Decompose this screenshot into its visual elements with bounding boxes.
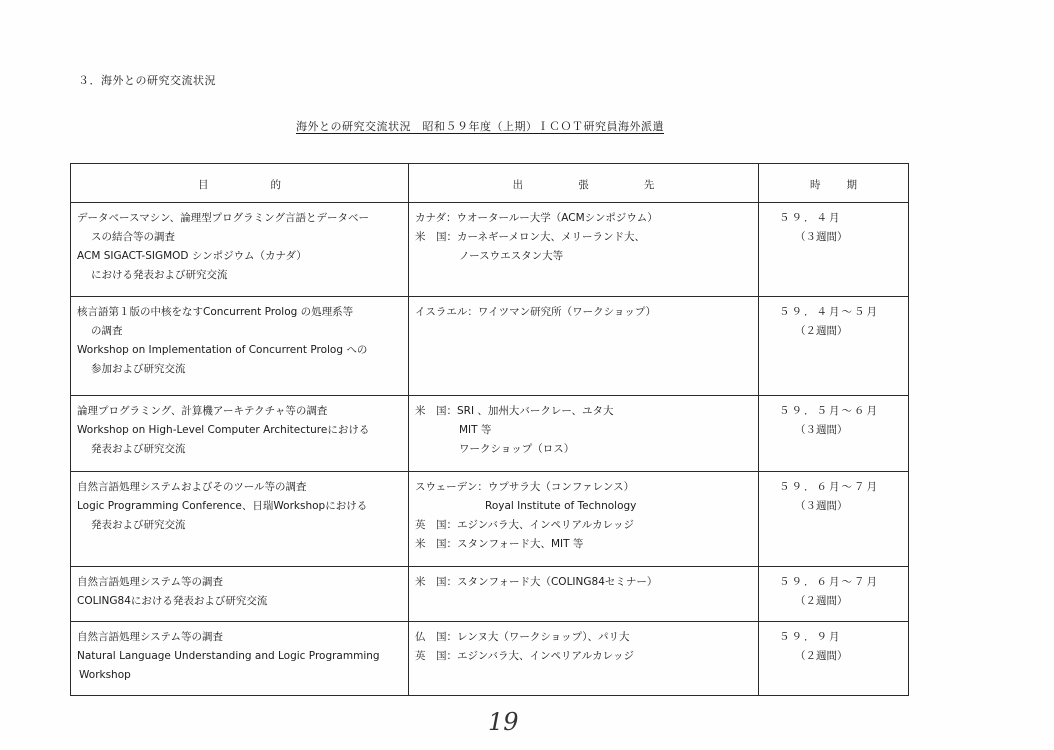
header-purpose-char: 目 xyxy=(198,178,209,191)
purpose-line: Logic Programming Conference、日瑞Workshopにおける xyxy=(77,500,368,512)
destination-line: MIT 等 xyxy=(459,424,492,436)
table-row xyxy=(71,297,909,396)
destination-line: 米 国：SRI 、加州大バークレー、ユタ大 xyxy=(415,405,614,417)
purpose-line: 自然言語処理システムおよびそのツール等の調査 xyxy=(77,481,307,493)
purpose-cell xyxy=(71,622,409,696)
period-date: ５９．６月～７月 xyxy=(779,576,879,588)
header-period-char: 時 xyxy=(810,178,821,191)
header-period xyxy=(759,164,909,203)
destination-line: ノースウエスタン大等 xyxy=(459,250,564,262)
handwritten-page-number: 19 xyxy=(488,708,519,736)
table-header-row xyxy=(71,164,909,203)
period-cell xyxy=(759,472,909,567)
period-date: ５９．４月 xyxy=(779,212,842,224)
period-cell xyxy=(759,203,909,297)
destination-line: Royal Institute of Technology xyxy=(485,500,637,512)
destination-line: 米 国：スタンフォード大（COLING84セミナー） xyxy=(415,576,658,588)
destination-line: 英 国：エジンバラ大、インペリアルカレッジ xyxy=(415,650,634,662)
destination-cell xyxy=(409,472,759,567)
header-purpose-char: 的 xyxy=(270,178,281,191)
purpose-line: 核言語第１版の中核をなすConcurrent Prolog の処理系等 xyxy=(77,306,354,318)
destination-line: 英 国：エジンバラ大、インペリアルカレッジ xyxy=(415,519,634,531)
document-title: 海外との研究交流状況 昭和５９年度（上期）ＩＣＯＴ研究員海外派遣 xyxy=(296,120,664,133)
destination-line: イスラエル：ワイツマン研究所（ワークショップ） xyxy=(415,306,656,318)
purpose-cell xyxy=(71,472,409,567)
period-duration: （２週間） xyxy=(795,595,848,607)
period-duration: （２週間） xyxy=(795,650,848,662)
purpose-line: 発表および研究交流 xyxy=(91,519,186,531)
purpose-line: データベースマシン、論理型プログラミング言語とデータベー xyxy=(77,212,369,224)
header-destination xyxy=(409,164,759,203)
table-row xyxy=(71,622,909,696)
period-duration: （３週間） xyxy=(795,231,848,243)
destination-cell xyxy=(409,567,759,622)
destination-line: 米 国：スタンフォード大、MIT 等 xyxy=(415,538,584,550)
header-period-char: 期 xyxy=(846,178,857,191)
purpose-line: 自然言語処理システム等の調査 xyxy=(77,631,223,643)
destination-cell xyxy=(409,396,759,472)
destination-line: 仏 国：レンヌ大（ワークショップ）、パリ大 xyxy=(415,631,630,643)
period-duration: （３週間） xyxy=(795,424,848,436)
header-destination-char: 出 xyxy=(512,178,524,191)
destination-cell xyxy=(409,622,759,696)
destination-line: 米 国：カーネギーメロン大、メリーランド大、 xyxy=(415,231,645,243)
table-row xyxy=(71,567,909,622)
period-duration: （３週間） xyxy=(795,500,848,512)
destination-line: カナダ：ウオータールー大学（ACMシンポジウム） xyxy=(415,212,658,224)
purpose-cell xyxy=(71,396,409,472)
section-heading: ３．海外との研究交流状況 xyxy=(78,74,216,87)
destination-line: スウェーデン：ウプサラ大（コンファレンス） xyxy=(415,481,635,493)
purpose-line: Workshop on Implementation of Concurrent Prolog への xyxy=(77,344,368,356)
period-cell xyxy=(759,297,909,396)
destination-cell xyxy=(409,297,759,396)
period-date: ５９．６月～７月 xyxy=(779,481,879,493)
purpose-line: COLING84における発表および研究交流 xyxy=(77,595,268,607)
period-date: ５９．５月～６月 xyxy=(779,405,879,417)
purpose-cell xyxy=(71,203,409,297)
purpose-line: Natural Language Understanding and Logic Programming xyxy=(77,650,380,662)
table-row xyxy=(71,203,909,297)
purpose-cell xyxy=(71,567,409,622)
purpose-line: 論理プログラミング、計算機アーキテクチャ等の調査 xyxy=(77,405,328,417)
header-destination-char: 先 xyxy=(643,178,655,191)
purpose-line: の調査 xyxy=(91,325,123,337)
destination-cell xyxy=(409,203,759,297)
period-date: ５９．４月～５月 xyxy=(779,306,879,318)
header-purpose xyxy=(71,164,409,203)
purpose-line: 自然言語処理システム等の調査 xyxy=(77,576,223,588)
period-cell xyxy=(759,622,909,696)
table-row xyxy=(71,396,909,472)
purpose-line: 発表および研究交流 xyxy=(91,443,186,455)
purpose-cell xyxy=(71,297,409,396)
period-cell xyxy=(759,396,909,472)
purpose-line: 参加および研究交流 xyxy=(91,363,186,375)
purpose-line: Workshop on High-Level Computer Architectureにおける xyxy=(77,424,370,436)
purpose-line: スの結合等の調査 xyxy=(91,231,175,243)
purpose-line: ACM SIGACT-SIGMOD シンポジウム（カナダ） xyxy=(77,250,307,262)
period-cell xyxy=(759,567,909,622)
table-row xyxy=(71,472,909,567)
period-date: ５９．９月 xyxy=(779,631,842,643)
destination-line: ワークショップ（ロス） xyxy=(459,443,575,455)
purpose-line: における発表および研究交流 xyxy=(91,269,228,281)
header-destination-char: 張 xyxy=(578,178,589,191)
purpose-line: Workshop xyxy=(79,669,131,681)
period-duration: （２週間） xyxy=(795,325,848,337)
exchange-table xyxy=(70,163,909,696)
